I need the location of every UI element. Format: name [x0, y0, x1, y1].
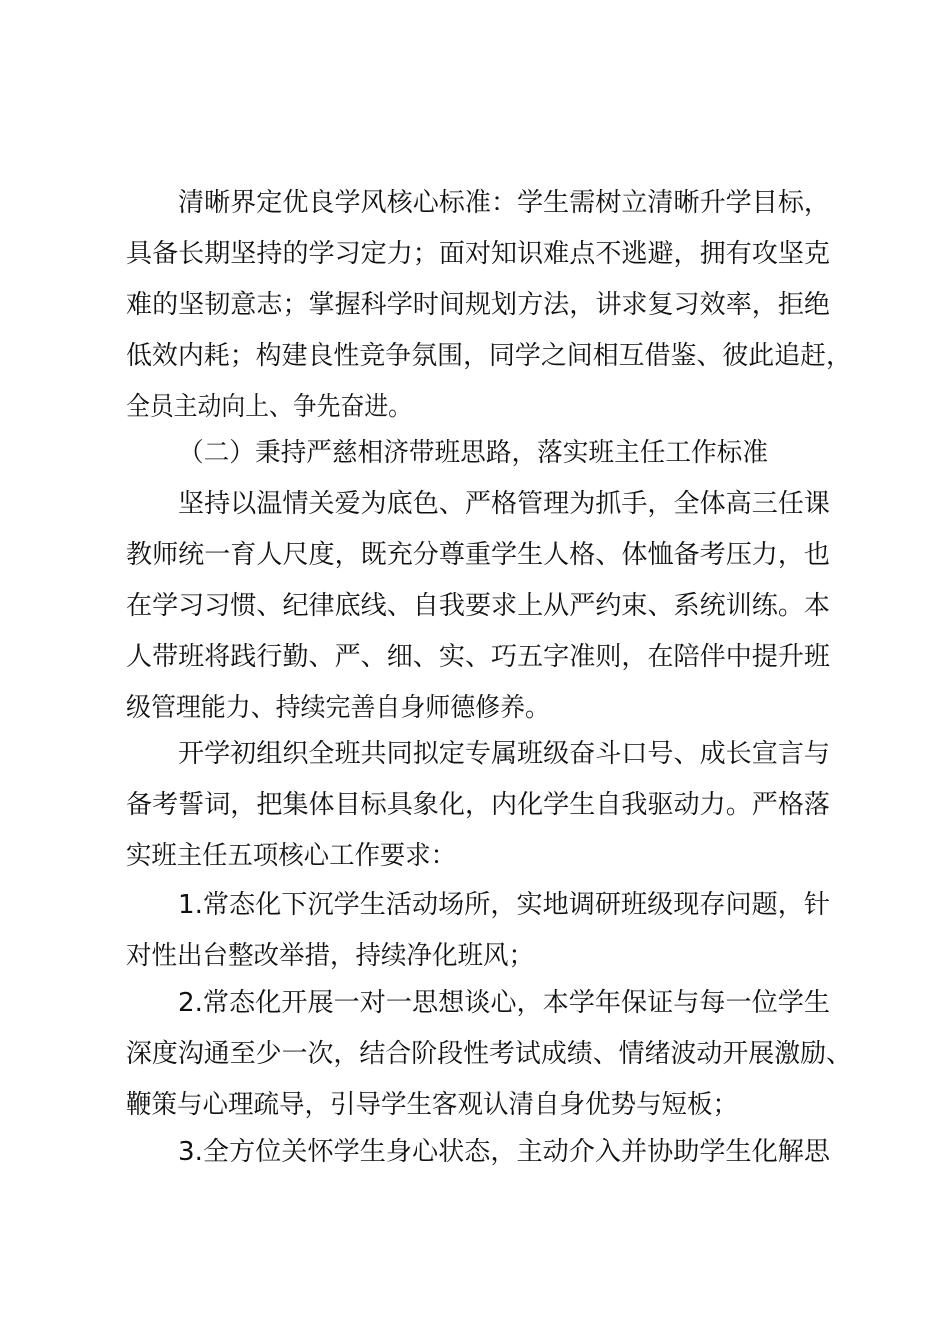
text-line-content: 鞭策与心理疏导，引导学生客观认清自身优势与短板； — [126, 1090, 738, 1120]
text-line — [0, 780, 950, 830]
text-line — [0, 831, 950, 881]
text-line-content: 具备长期坚持的学习定力；面对知识难点不逃避，拥有攻坚克 — [126, 239, 830, 269]
text-line-content: 实班主任五项核心工作要求： — [126, 841, 456, 871]
text-line-content: 教师统一育人尺度，既充分尊重学生人格、体恤备考压力，也 — [126, 540, 830, 570]
text-line — [0, 229, 950, 279]
list-item-text: 1.常态化下沉学生活动场所，实地调研班级现存问题，针 — [178, 890, 830, 920]
text-line-content: 清晰界定优良学风核心标准：学生需树立清晰升学目标， — [178, 188, 830, 218]
text-line-content: 级管理能力、持续完善自身师德修养。 — [126, 693, 550, 723]
text-line — [0, 1080, 950, 1130]
text-line — [0, 632, 950, 682]
text-line-content: 全员主动向上、争先奋进。 — [126, 392, 412, 422]
list-item-text: 2.常态化开展一对一思想谈心，本学年保证与每一位学生 — [178, 988, 830, 1018]
text-line — [0, 683, 950, 733]
text-line-content: 备考誓词，把集体目标具象化，内化学生自我驱动力。严格落 — [126, 790, 830, 820]
text-line-content: 深度沟通至少一次，结合阶段性考试成绩、情绪波动开展激励、 — [126, 1039, 852, 1069]
text-line-content: 坚持以温情关爱为底色、严格管理为抓手，全体高三任课 — [178, 489, 830, 519]
text-line — [0, 530, 950, 580]
list-item — [0, 1127, 950, 1177]
text-line — [0, 479, 950, 529]
text-line — [0, 178, 950, 228]
text-line — [0, 280, 950, 330]
list-item-text: 3.全方位关怀学生身心状态，主动介入并协助学生化解思 — [178, 1137, 830, 1167]
text-line-content: 人带班将践行勤、严、细、实、巧五字准则，在陪伴中提升班 — [126, 642, 830, 672]
list-item — [0, 978, 950, 1028]
text-line — [0, 729, 950, 779]
text-line — [0, 1029, 950, 1079]
section-heading — [0, 428, 950, 478]
text-line — [0, 382, 950, 432]
list-item — [0, 880, 950, 930]
text-line-content: 对性出台整改举措，持续净化班风； — [126, 941, 534, 971]
text-line-content: 低效内耗；构建良性竞争氛围，同学之间相互借鉴、彼此追赶， — [126, 341, 852, 371]
text-line — [0, 581, 950, 631]
section-heading-text: （二）秉持严慈相济带班思路，落实班主任工作标准 — [178, 438, 768, 468]
text-line-content: 在学习习惯、纪律底线、自我要求上从严约束、系统训练。本 — [126, 591, 830, 621]
text-line-content: 难的坚韧意志；掌握科学时间规划方法，讲求复习效率，拒绝 — [126, 290, 830, 320]
text-line — [0, 331, 950, 381]
text-line-content: 开学初组织全班共同拟定专属班级奋斗口号、成长宣言与 — [178, 739, 830, 769]
text-line — [0, 931, 950, 981]
